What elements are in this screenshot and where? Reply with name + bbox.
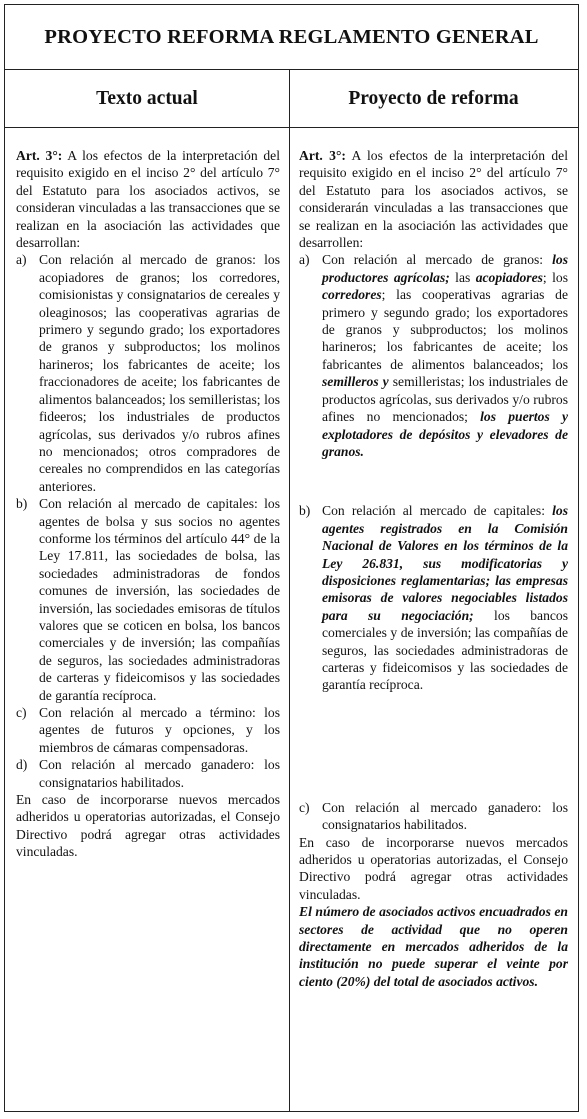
column-headers — [5, 70, 578, 128]
header-reform-project: Proyecto de reforma — [348, 87, 519, 109]
reform-project-column — [290, 128, 577, 1111]
spacer — [299, 694, 568, 799]
right-a-part-3: las — [449, 269, 476, 285]
left-item-a-label: a) — [16, 252, 27, 268]
left-item-a-text: Con relación al mercado de granos: los acopiadores de granos; los corredores, comisionistas y consignatarios de cereales y oleaginosos; las cooperativas agrarias de primero y segundo grado; los exportadores de granos y subproductos; los molinos harineros; los fabricantes de aceite; los fraccionadores de aceite; los fabricantes de alimentos balanceados; los semilleristas; los fideeros; los industriales de productos agrícolas, sus derivados y/o rubros afines no mencionados; otros compradores de cereales no comprendidos en las categorías anteriores. — [39, 252, 280, 494]
right-intro — [299, 147, 568, 251]
right-item-a — [299, 251, 568, 460]
left-item-c-text: Con relación al mercado a término: los agentes de futuros y opciones, y los miembros de cámaras compensadoras. — [39, 705, 280, 755]
left-article-label: Art. 3°: — [16, 148, 63, 163]
left-intro-text: A los efectos de la interpretación del requisito exigido en el inciso 2° del artículo 7° del Estatuto para los asociados activos, se consideran vinculadas a las transacciones que se realizan en la asociación las actividades que desarrollan: — [16, 148, 280, 251]
right-closing: En caso de incorporarse nuevos mercados adheridos u operatorias autorizadas, el Consejo Directivo podrá agregar otras actividades vinculadas. — [299, 834, 568, 902]
left-item-b-label: b) — [16, 496, 28, 512]
right-item-c-text: Con relación al mercado ganadero: los consignatarios habilitados. — [322, 799, 568, 833]
spacer — [299, 460, 568, 502]
right-article-label: Art. 3°: — [299, 148, 346, 163]
header-current-text: Texto actual — [5, 70, 290, 127]
right-item-a-label: a) — [299, 252, 310, 268]
right-a-part-5: ; los — [542, 269, 568, 285]
right-a-part-7: ; las cooperativas agrarias de primero y segundo grado; los exportadores de granos y subproductos; los molinos harineros; los fabricantes de aceite; los fabricantes de alimentos balanceados; los — [322, 287, 568, 372]
document-title: PROYECTO REFORMA REGLAMENTO GENERAL — [5, 5, 578, 70]
left-item-c-label: c) — [16, 705, 27, 720]
right-item-b — [299, 502, 568, 693]
left-item-c — [16, 704, 280, 756]
right-b-part-3: los bancos comerciales y de inversión; las compañías de seguros, las sociedades administradoras de carteras y fideicomisos y las sociedades de garantía recíproca. — [322, 607, 568, 693]
articles-row — [5, 128, 578, 1111]
right-a-part-8: semilleros y — [322, 374, 389, 390]
left-closing: En caso de incorporarse nuevos mercados adheridos u operatorias autorizadas, el Consejo Directivo podrá agregar otras actividades vinculadas. — [16, 792, 280, 860]
right-item-c — [299, 799, 568, 834]
right-a-part-2: los productores agrícolas; — [322, 252, 568, 285]
right-a-part-1: Con relación al mercado de granos: — [322, 252, 553, 268]
current-text-column — [5, 128, 290, 1111]
left-item-b-text: Con relación al mercado de capitales: los agentes de bolsa y sus socios no agentes conforme los términos del artículo 44° de la Ley 17.811, las sociedades de bolsa, las sociedades administradoras de fondos comunes de inversión, las sociedades de inversión, las sociedades emisoras de títulos valores que se coticen en bolsa, los bancos comerciales y de inversión; las compañías de seguros, las sociedades administradoras de carteras y fideicomisos y las sociedades de garantía recíproca. — [39, 496, 280, 703]
left-item-d — [16, 756, 280, 791]
left-item-d-text: Con relación al mercado ganadero: los consignatarios habilitados. — [39, 757, 280, 790]
left-item-a — [16, 251, 280, 495]
right-b-part-1: Con relación al mercado de capitales: — [322, 503, 553, 519]
right-a-part-10: los puertos y explotadores de depósitos y elevadores de granos. — [322, 409, 568, 459]
right-item-b-text — [322, 502, 568, 693]
right-item-a-text — [322, 251, 568, 460]
right-intro-text: A los efectos de la interpretación del requisito exigido en el inciso 2° del artículo 7° del Estatuto para los asociados activos, se considerarán vinculadas a las transacciones que se realizan en la asociación las actividades que desarrollen: — [299, 148, 568, 251]
comparison-table — [4, 4, 579, 1112]
right-final-paragraph: El número de asociados activos encuadrados en sectores de actividad que no operen directamente en mercados adheridos de la institución no puede superar el veinte por ciento (20%) del total de asociados activos. — [299, 904, 568, 989]
right-item-c-label: c) — [299, 799, 310, 815]
right-a-part-9: semilleristas; los industriales de productos agrícolas, sus derivados y/o rubros afines no mencionados; — [322, 374, 568, 425]
left-intro — [16, 147, 280, 251]
right-item-b-label: b) — [299, 503, 311, 519]
left-item-d-label: d) — [16, 757, 28, 773]
right-b-part-2: los agentes registrados en la Comisión Nacional de Valores en los términos de la Ley 26.831, sus modificatorias y disposiciones reglamentarias; las empresas emisoras de valores negociables listados para su negociación; — [322, 503, 568, 623]
right-a-part-4: acopiadores — [475, 269, 543, 285]
left-item-b — [16, 495, 280, 704]
right-a-part-6: corredores — [322, 287, 382, 303]
